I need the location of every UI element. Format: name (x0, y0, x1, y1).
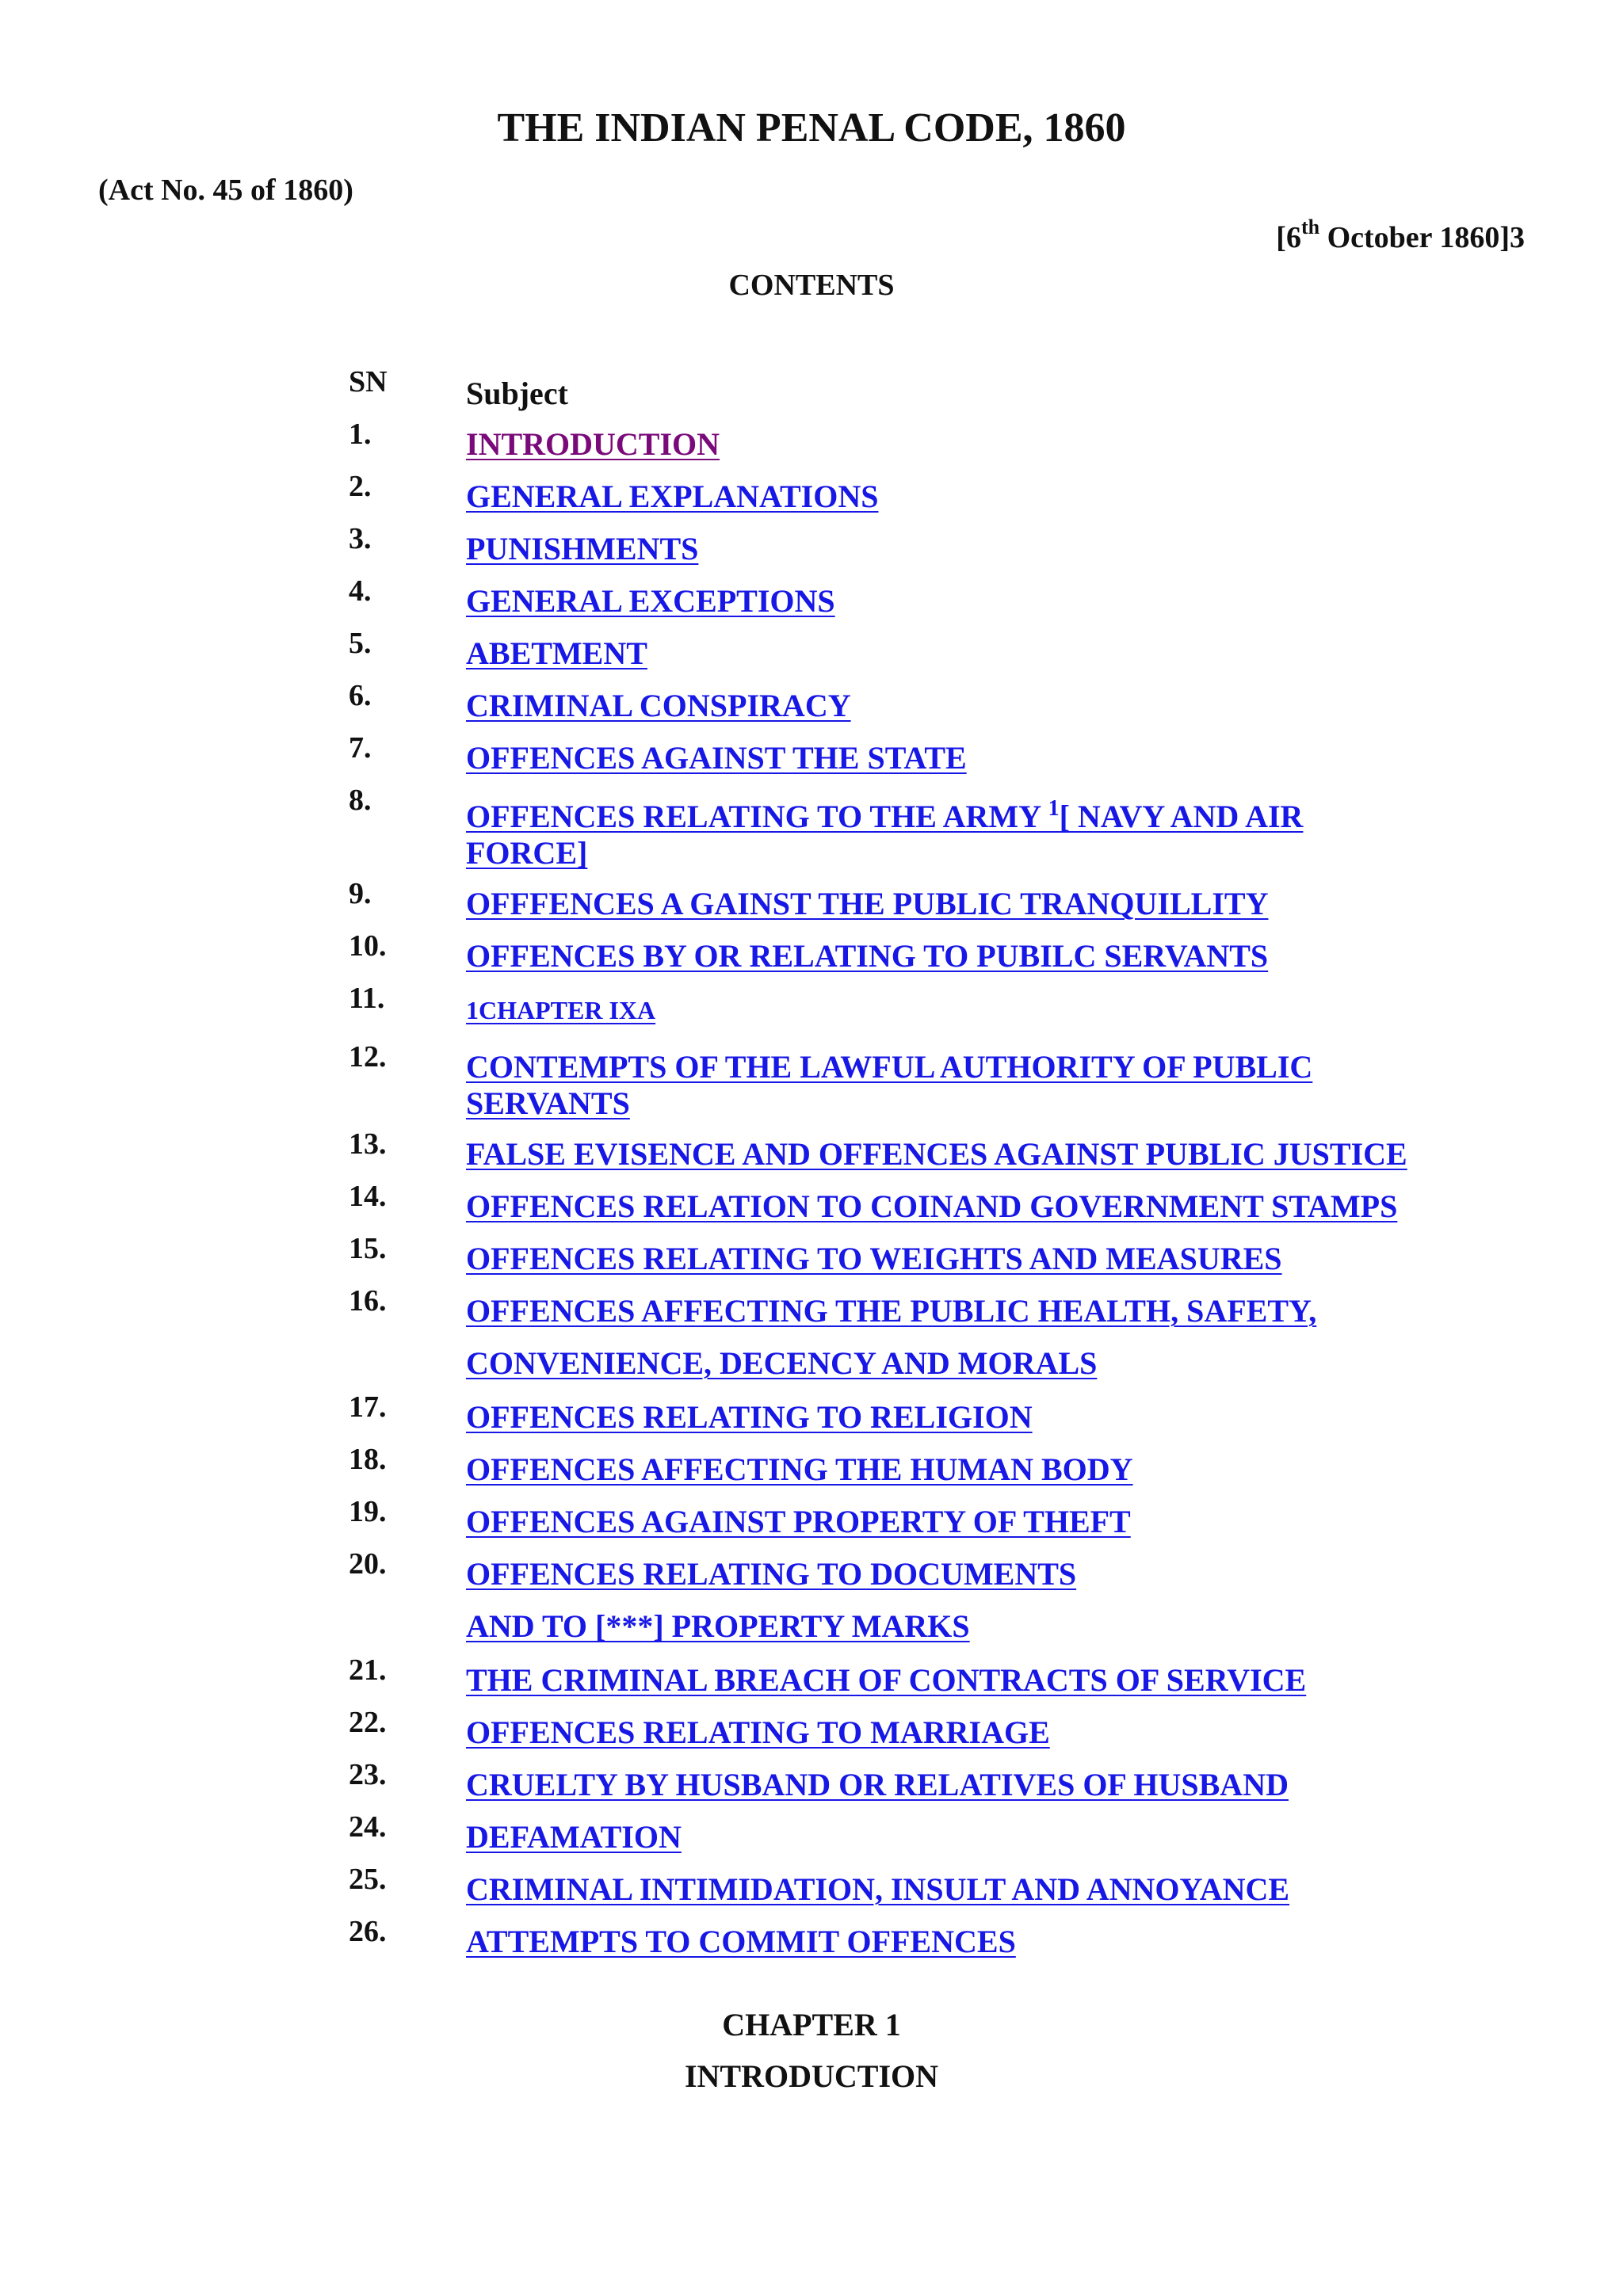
toc-link-breach-contracts[interactable]: THE CRIMINAL BREACH OF CONTRACTS OF SERVICE (466, 1662, 1307, 1698)
row-number: 21. (349, 1653, 387, 1687)
table-header-row (349, 364, 1522, 412)
table-row (349, 417, 1522, 463)
row-number: 10. (349, 929, 387, 963)
toc-link-abetment[interactable]: ABETMENT (466, 635, 647, 671)
table-row (349, 678, 1522, 724)
row-number: 17. (349, 1390, 387, 1424)
date-superscript: th (1300, 215, 1320, 238)
table-row (349, 730, 1522, 776)
row-number: 2. (349, 470, 372, 503)
table-row (349, 469, 1522, 515)
toc-link-documents[interactable]: OFFENCES RELATING TO DOCUMENTS (466, 1556, 1077, 1592)
contents-table (349, 364, 1522, 1960)
toc-link-chapter-ixa[interactable]: 1CHAPTER IXA (466, 996, 656, 1024)
table-row (349, 1127, 1522, 1173)
row-number: 19. (349, 1495, 387, 1528)
toc-link-introduction[interactable]: INTRODUCTION (466, 426, 720, 462)
toc-link-army-navy-air-force[interactable] (466, 796, 1304, 871)
row-number: 23. (349, 1758, 387, 1791)
table-row (349, 1810, 1522, 1855)
footnote-marker: 1 (1048, 796, 1060, 821)
toc-link-offences-against-state[interactable]: OFFENCES AGAINST THE STATE (466, 740, 967, 776)
row-number: 20. (349, 1547, 387, 1581)
row-number: 22. (349, 1706, 387, 1739)
table-row (349, 1390, 1522, 1436)
table-row (349, 1757, 1522, 1803)
toc-link-public-tranquillity[interactable]: OFFFENCES A GAINST THE PUBLIC TRANQUILLITY (466, 886, 1269, 921)
toc-link-human-body[interactable]: OFFENCES AFFECTING THE HUMAN BODY (466, 1451, 1133, 1487)
table-row (349, 876, 1522, 922)
row-number: 11. (349, 982, 385, 1015)
column-header-sn: SN (349, 365, 388, 399)
table-row (349, 929, 1522, 974)
toc-link-general-exceptions[interactable]: GENERAL EXCEPTIONS (466, 583, 835, 619)
enactment-date (1276, 215, 1525, 255)
row-number: 13. (349, 1127, 387, 1161)
toc-link-criminal-intimidation[interactable]: CRIMINAL INTIMIDATION, INSULT AND ANNOYANCE (466, 1871, 1290, 1907)
row-number: 25. (349, 1863, 387, 1896)
toc-link-marriage[interactable]: OFFENCES RELATING TO MARRIAGE (466, 1714, 1050, 1750)
toc-link-public-health-safety-line-2[interactable]: CONVENIENCE, DECENCY AND MORALS (466, 1345, 1098, 1381)
toc-link-property-theft[interactable]: OFFENCES AGAINST PROPERTY OF THEFT (466, 1504, 1131, 1539)
row-number: 3. (349, 522, 372, 555)
document-title: THE INDIAN PENAL CODE, 1860 (497, 105, 1126, 151)
table-row (349, 521, 1522, 567)
date-prefix: [6 (1276, 221, 1301, 254)
row-number: 1. (349, 418, 372, 451)
table-row (349, 1705, 1522, 1751)
table-row (349, 783, 1522, 871)
link-text-part-1: OFFENCES RELATING TO THE ARMY (466, 799, 1048, 834)
row-number: 18. (349, 1443, 387, 1476)
column-header-subject: Subject (466, 376, 568, 411)
toc-link-false-evidence[interactable]: FALSE EVISENCE AND OFFENCES AGAINST PUBLIC JUSTICE (466, 1136, 1407, 1172)
contents-heading: CONTENTS (728, 269, 895, 302)
table-row (349, 1231, 1522, 1277)
toc-link-general-explanations[interactable]: GENERAL EXPLANATIONS (466, 479, 879, 514)
link-text-part-2: [ NAVY AND AIR FORCE] (466, 799, 1304, 871)
table-row (349, 1547, 1522, 1653)
table-row (349, 1494, 1522, 1540)
row-number: 4. (349, 574, 372, 608)
table-row (349, 1039, 1522, 1122)
chapter-title: INTRODUCTION (684, 2058, 939, 2094)
date-suffix: October 1860]3 (1319, 221, 1525, 254)
chapter-number: CHAPTER 1 (722, 2007, 901, 2042)
toc-link-weights-measures[interactable]: OFFENCES RELATING TO WEIGHTS AND MEASURES (466, 1241, 1282, 1276)
row-number: 24. (349, 1810, 387, 1844)
toc-link-documents-line-2[interactable]: AND TO [***] PROPERTY MARKS (466, 1608, 970, 1644)
toc-link-punishments[interactable]: PUNISHMENTS (466, 531, 699, 566)
toc-link-attempts[interactable]: ATTEMPTS TO COMMIT OFFENCES (466, 1924, 1016, 1959)
row-number: 6. (349, 679, 372, 712)
table-row (349, 981, 1522, 1028)
toc-link-defamation[interactable]: DEFAMATION (466, 1819, 682, 1855)
table-row (349, 1442, 1522, 1488)
row-number: 16. (349, 1284, 387, 1318)
toc-link-coin-stamps[interactable]: OFFENCES RELATION TO COINAND GOVERNMENT STAMPS (466, 1188, 1398, 1224)
toc-link-public-health-safety[interactable]: OFFENCES AFFECTING THE PUBLIC HEALTH, SAFETY, (466, 1293, 1317, 1329)
row-number: 7. (349, 731, 372, 765)
table-row (349, 1179, 1522, 1225)
toc-link-cruelty-husband[interactable]: CRUELTY BY HUSBAND OR RELATIVES OF HUSBAND (466, 1767, 1289, 1802)
table-row (349, 1862, 1522, 1908)
row-number: 15. (349, 1232, 387, 1265)
table-row (349, 1283, 1522, 1390)
table-row (349, 1653, 1522, 1699)
row-number: 26. (349, 1915, 387, 1948)
row-number: 9. (349, 877, 372, 910)
act-number: (Act No. 45 of 1860) (98, 174, 353, 207)
row-number: 12. (349, 1040, 387, 1074)
table-row (349, 574, 1522, 620)
row-number: 14. (349, 1180, 387, 1213)
toc-link-public-servants[interactable]: OFFENCES BY OR RELATING TO PUBILC SERVANTS (466, 938, 1269, 974)
table-row (349, 1914, 1522, 1960)
row-number: 8. (349, 784, 372, 817)
row-number: 5. (349, 627, 372, 660)
toc-link-contempts-lawful-authority[interactable]: CONTEMPTS OF THE LAWFUL AUTHORITY OF PUBLIC SERVANTS (466, 1049, 1313, 1121)
toc-link-criminal-conspiracy[interactable]: CRIMINAL CONSPIRACY (466, 688, 851, 723)
toc-link-religion[interactable]: OFFENCES RELATING TO RELIGION (466, 1399, 1033, 1435)
table-row (349, 626, 1522, 672)
